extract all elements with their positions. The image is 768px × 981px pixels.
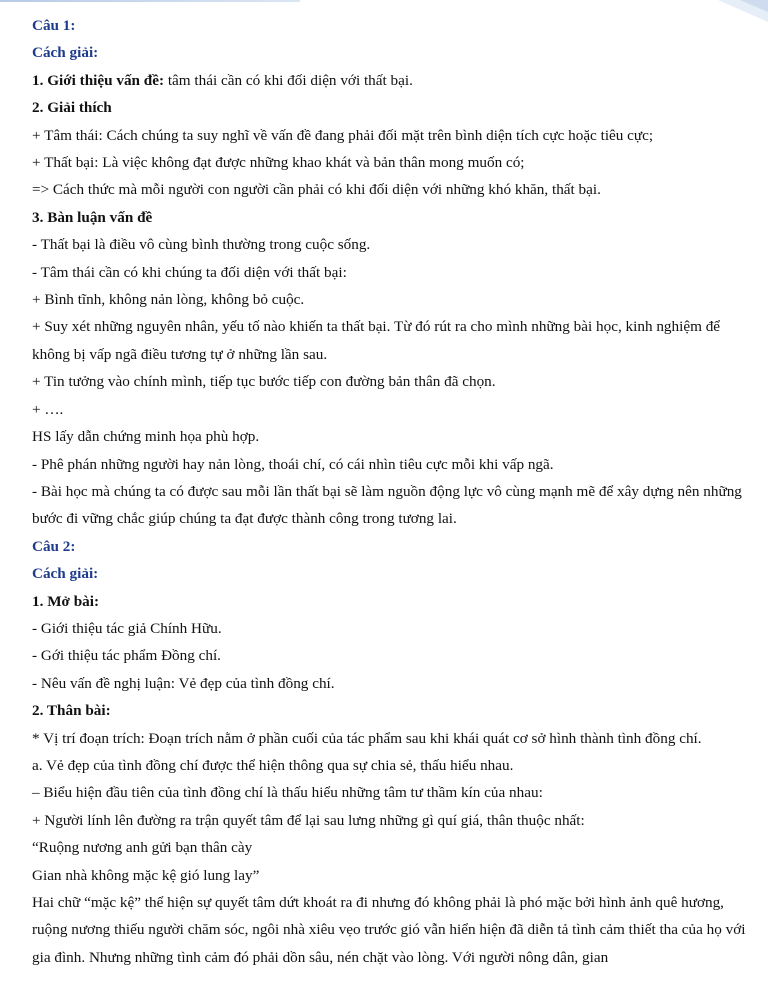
intro-line (32, 67, 752, 94)
paragraph-line: - Phê phán những người hay nản lòng, thoái chí, có cái nhìn tiêu cực mỗi khi vấp ngã. (32, 455, 554, 473)
paragraph-line: + Người lính lên đường ra trận quyết tâm để lại sau lưng những gì quí giá, thân thuộc nhất: (32, 811, 585, 829)
paragraph-line: - Tâm thái cần có khi chúng ta đối diện với thất bại: (32, 263, 347, 281)
paragraph-line: => Cách thức mà mỗi người con người cần phải có khi đối diện với những khó khăn, thất bại. (32, 181, 601, 199)
paragraph-line: + Thất bại: Là việc không đạt được những khao khát và bản thân mong muốn có; (32, 154, 525, 172)
solution-heading: Cách giải: (32, 44, 99, 62)
header-rule (0, 0, 300, 2)
paragraph-line: - Thất bại là điều vô cùng bình thường trong cuộc sống. (32, 236, 371, 254)
section-heading: 3. Bàn luận vấn đề (32, 208, 153, 226)
question-1-heading: Câu 1: (32, 17, 76, 34)
paragraph-line: Hai chữ “mặc kệ” thể hiện sự quyết tâm dứt khoát ra đi nhưng đó không phải là phó mặc bởi hình ảnh quê hương, ruộng nương thiếu người chăm sóc, ngôi nhà xiêu vẹo trước gió vẫn hiển hiện đã diễn tả tình cảm thiết tha của họ với gia đình. Nhưng những tình cảm đó phải dồn sâu, nén chặt vào lòng. Với người nông dân, gian (32, 894, 746, 966)
paragraph-line: - Nêu vấn đề nghị luận: Vẻ đẹp của tình đồng chí. (32, 674, 335, 692)
paragraph-line: + Suy xét những nguyên nhân, yếu tố nào khiến ta thất bại. Từ đó rút ra cho mình những bài học, kinh nghiệm để không bị vấp ngã điều tương tự ở những lần sau. (32, 318, 721, 363)
solution-heading: Cách giải: (32, 565, 99, 583)
question-2-heading: Câu 2: (32, 537, 76, 555)
paragraph-line: – Biểu hiện đầu tiên của tình đồng chí là thấu hiểu những tâm tư thầm kín của nhau: (32, 784, 543, 802)
section-heading: 2. Thân bài: (32, 702, 111, 720)
document-body (32, 12, 752, 971)
paragraph-line: - Giới thiệu tác giả Chính Hữu. (32, 619, 222, 637)
section-heading: 1. Mở bài: (32, 592, 100, 610)
paragraph-line: - Gới thiệu tác phẩm Đồng chí. (32, 647, 221, 665)
paragraph-line: + …. (32, 400, 64, 418)
poem-line: “Ruộng nương anh gửi bạn thân cày (32, 839, 253, 857)
intro-text: tâm thái cần có khi đối diện với thất bại. (164, 71, 413, 89)
paragraph-line: - Bài học mà chúng ta có được sau mỗi lần thất bại sẽ làm nguồn động lực vô cùng mạnh mẽ để xây dựng nên những bước đi vững chắc giúp chúng ta đạt được thành công trong tương lai. (32, 482, 742, 528)
paragraph-line: + Tâm thái: Cách chúng ta suy nghĩ về vấn đề đang phải đối mặt trên bình diện tích cực hoặc tiêu cực; (32, 126, 654, 144)
paragraph-line: + Bình tĩnh, không nản lòng, không bỏ cuộc. (32, 291, 305, 309)
paragraph-line: a. Vẻ đẹp của tình đồng chí được thể hiện thông qua sự chia sẻ, thấu hiểu nhau. (32, 756, 514, 774)
intro-label: 1. Giới thiệu vấn đề: (32, 71, 165, 89)
paragraph-line: HS lấy dẫn chứng minh họa phù hợp. (32, 428, 260, 446)
poem-line: Gian nhà không mặc kệ gió lung lay” (32, 866, 260, 884)
paragraph-line: + Tin tưởng vào chính mình, tiếp tục bước tiếp con đường bản thân đã chọn. (32, 373, 496, 391)
paragraph-line: * Vị trí đoạn trích: Đoạn trích nằm ở phần cuối của tác phẩm sau khi khái quát cơ sở hình thành tình đồng chí. (32, 729, 702, 747)
section-heading: 2. Giải thích (32, 99, 112, 117)
